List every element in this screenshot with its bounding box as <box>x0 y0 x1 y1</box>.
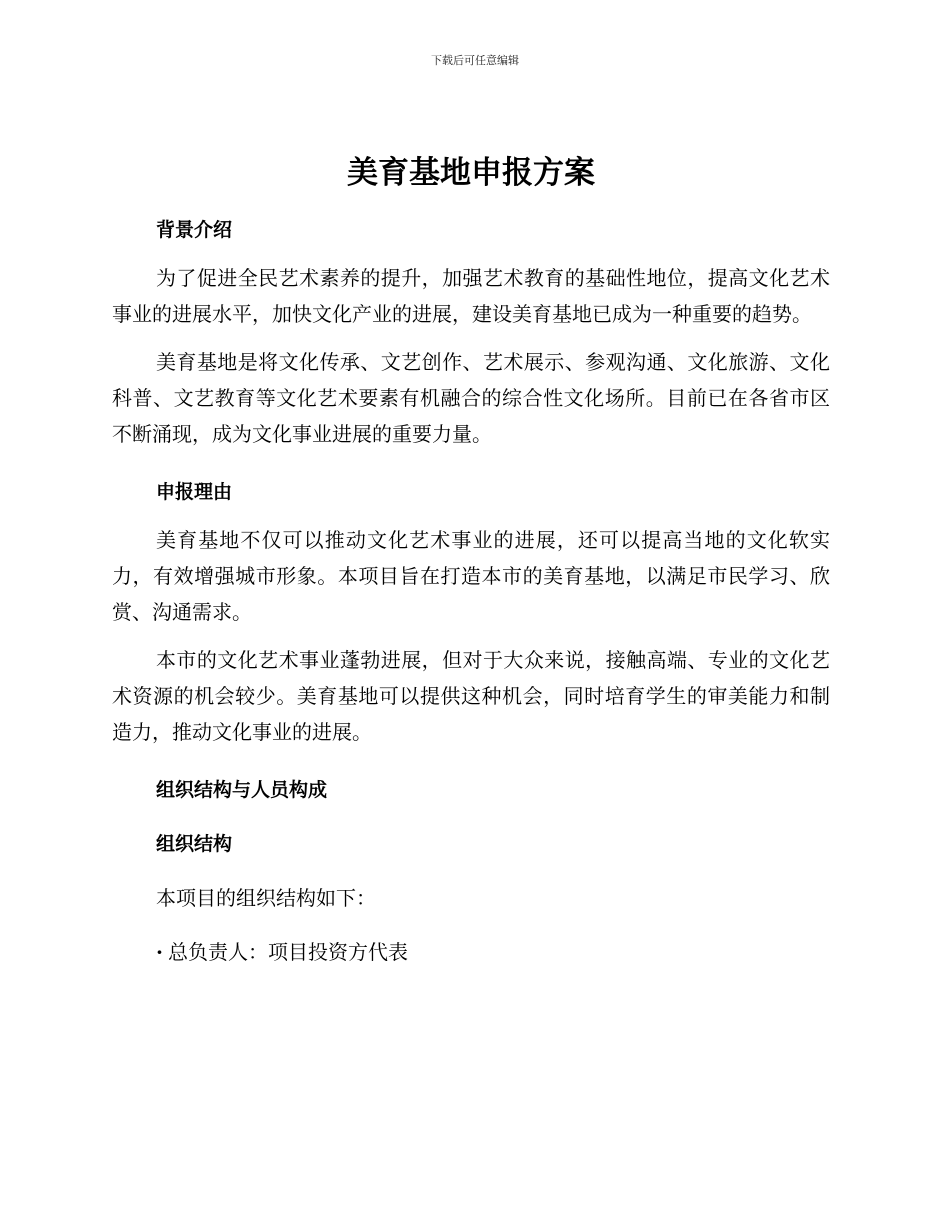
section-heading-reason: 申报理由 <box>156 481 233 503</box>
list-item-text: 总负责人：项目投资方代表 <box>168 940 408 964</box>
document-body <box>112 148 830 970</box>
paragraph: 本市的文化艺术事业蓬勃进展，但对于大众来说，接触高端、专业的文化艺术资源的机会较少。美育基地可以提供这种机会，同时培育学生的审美能力和制造力，推动文化事业的进展。 <box>112 648 830 744</box>
paragraph: 本项目的组织结构如下： <box>156 886 376 910</box>
subsection-heading-structure: 组织结构 <box>156 833 233 855</box>
section-heading-organization: 组织结构与人员构成 <box>156 779 328 801</box>
paragraph: 美育基地是将文化传承、文艺创作、艺术展示、参观沟通、文化旅游、文化科普、文艺教育等文化艺术要素有机融合的综合性文化场所。目前已在各省市区不断涌现，成为文化事业进展的重要力量。 <box>112 350 830 446</box>
paragraph: 为了促进全民艺术素养的提升，加强艺术教育的基础性地位，提高文化艺术事业的进展水平，加快文化产业的进展，建设美育基地已成为一种重要的趋势。 <box>112 266 830 326</box>
section-heading-background: 背景介绍 <box>156 219 233 241</box>
document-title: 美育基地申报方案 <box>347 155 595 191</box>
page-header-note: 下载后可任意编辑 <box>431 54 519 67</box>
list-item <box>112 934 830 970</box>
bullet-icon: · <box>156 940 163 964</box>
paragraph: 美育基地不仅可以推动文化艺术事业的进展，还可以提高当地的文化软实力，有效增强城市形象。本项目旨在打造本市的美育基地，以满足市民学习、欣赏、沟通需求。 <box>112 528 830 624</box>
